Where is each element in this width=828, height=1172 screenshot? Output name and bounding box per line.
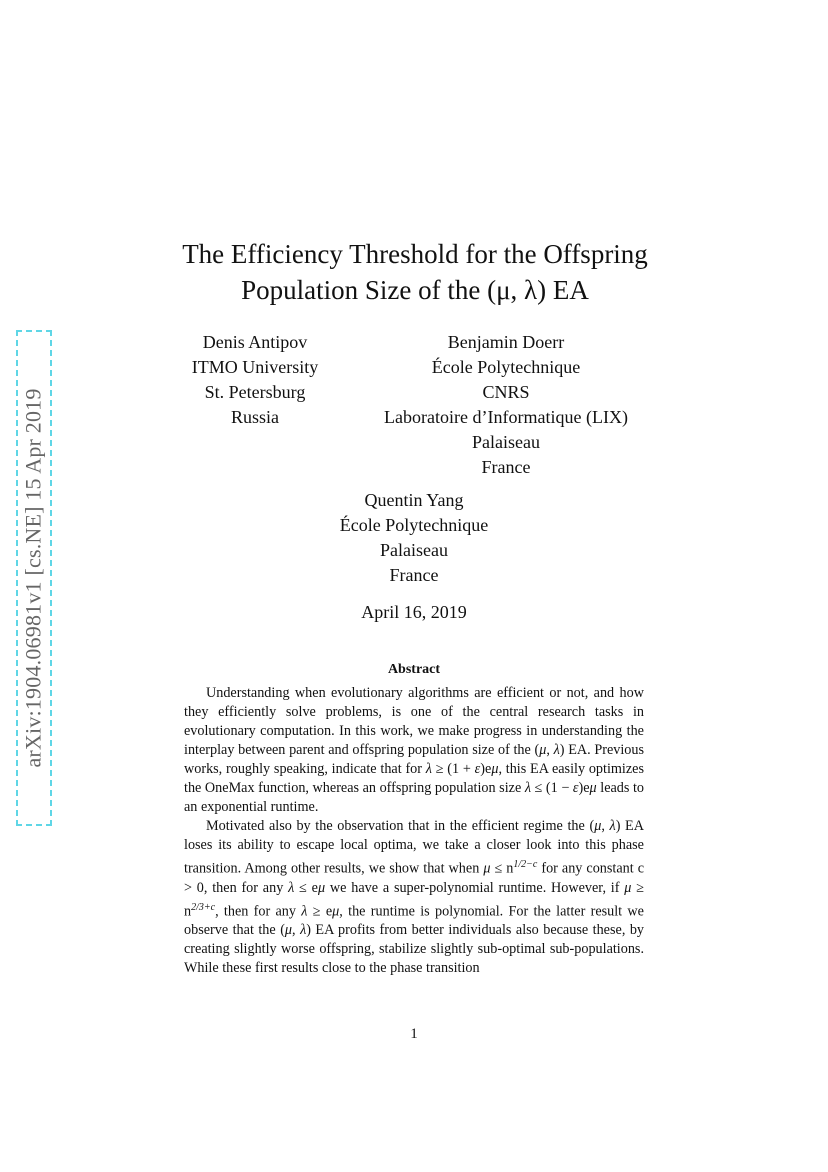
author-affiliation: École Polytechnique (339, 515, 489, 535)
author-country: France (389, 565, 439, 585)
arxiv-identifier: arXiv:1904.06981v1 [cs.NE] 15 Apr 2019 (21, 388, 47, 768)
page-number: 1 (410, 1026, 418, 1042)
title-line-1: The Efficiency Threshold for the Offspring (182, 239, 648, 269)
author-name: Quentin Yang (364, 490, 464, 510)
author-block-doerr (355, 330, 657, 480)
abstract-body (184, 684, 644, 978)
author-city: Palaiseau (380, 540, 448, 560)
abstract-paragraph: Understanding when evolutionary algorithms are efficient or not, and how they efficiently solve problems, is one of the central research tasks in evolutionary computation. In this work, we make progress in understanding the interplay between parent and offspring population size of the (μ, λ) EA. Previous works, roughly speaking, indicate that for λ ≥ (1 + ε)eμ, this EA easily optimizes the OneMax function, whereas an offspring population size λ ≤ (1 − ε)eμ leads to an exponential runtime. (184, 685, 645, 815)
abstract-paragraph: Motivated also by the observation that in the efficient regime the (μ, λ) EA loses its ability to escape local optima, we take a closer look into this phase transition. Among other results, we show that when $\mu \le n^{1/2-c}$ for any constant c > 0, then for any λ ≤ eμ we have a super-polynomial runtime. However, if $\mu \ge n^{2/3+c}$, then for any λ ≥ eμ, the runtime is polynomial. For the latter result we observe that the (μ, λ) EA profits from better individuals also because these, by creating slightly worse offspring, stabilize slightly sub-optimal sub-populations. While these first results close to the phase transition (184, 818, 645, 977)
author-block-yang (300, 488, 528, 588)
author-city: Palaiseau (472, 432, 540, 452)
author-affiliation: CNRS (482, 382, 530, 402)
paper-date: April 16, 2019 (361, 602, 467, 622)
author-country: France (481, 457, 531, 477)
author-name: Benjamin Doerr (447, 332, 565, 352)
author-block-antipov (150, 330, 360, 430)
arxiv-identifier-stamp (16, 330, 52, 826)
author-country: Russia (230, 407, 279, 427)
author-city: St. Petersburg (204, 382, 306, 402)
abstract-heading: Abstract (387, 662, 441, 677)
author-name: Denis Antipov (202, 332, 308, 352)
title-line-2: Population Size of the (μ, λ) EA (241, 275, 589, 305)
author-affiliation: ITMO University (191, 357, 319, 377)
paper-title (120, 236, 710, 308)
author-affiliation: École Polytechnique (431, 357, 581, 377)
author-affiliation: Laboratoire d’Informatique (LIX) (384, 407, 628, 427)
